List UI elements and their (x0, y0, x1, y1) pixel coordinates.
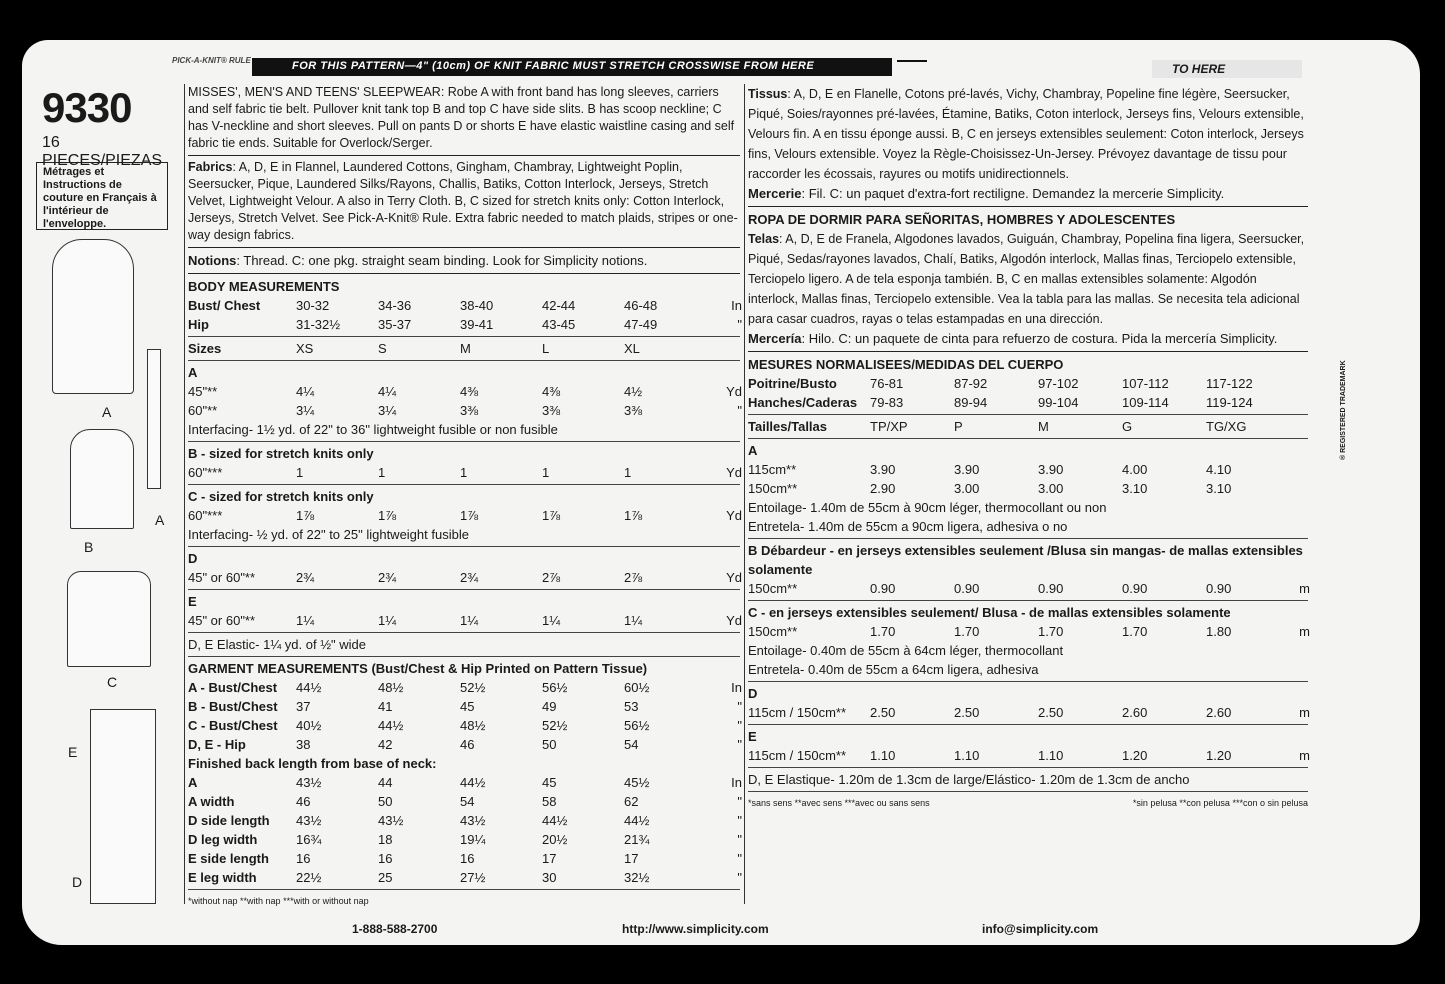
view-e-heading: E (188, 594, 197, 609)
contact-footer (192, 922, 1292, 940)
measurement-row: D leg width 16¾ 18 19¼ 20½ 21¾ " (188, 832, 742, 847)
poitrine-row: Poitrine/Busto 76-81 87-92 97-102 107-112 117-122 (748, 376, 1253, 391)
pieces-count: 16 PIECES/PIEZAS (42, 134, 163, 169)
yardage-row: 60"** 3¼ 3¼ 3⅜ 3⅜ 3⅜ " (188, 403, 742, 418)
merceria-label: Mercería (748, 331, 802, 346)
telas-label: Telas (748, 232, 780, 246)
tissus-text: : A, D, E en Flanelle, Cotons pré-lavés, Vichy, Chambray, Popeline fine légère, Seersucker, Piqué, Soies/rayonnes pré-lavées, Étamine, Batiks, Coton interlock, Jerseys fins, Velours extensible, Velours fin. A en tissu éponge aussi. B, C en jerseys extensibles seulement: Coton interlock, Jerseys fins, Velours extensible. Voyez la Règle-Choisissez-Un-Jersey. Prévoyez davantage de tissu pour raccorder les écossais, rayures ou motifs unidirectionnels. (748, 87, 1304, 181)
measurement-row: E leg width 22½ 25 27½ 30 32½ " (188, 870, 742, 885)
yardage-row: 45" or 60"** 1¼ 1¼ 1¼ 1¼ 1¼ Yd (188, 613, 742, 628)
notions-text: : Thread. C: one pkg. straight seam binding. Look for Simplicity notions. (236, 253, 648, 268)
french-instructions-box: Métrages et Instructions de couture en Français à l'intérieur de l'enveloppe. (36, 162, 168, 230)
hip-row: Hip 31-32½ 35-37 39-41 43-45 47-49 " (188, 317, 742, 332)
entoilage-a: Entoilage- 1.40m de 55cm à 90cm léger, thermocollant ou non (748, 500, 1107, 515)
elastic-requirement: D, E Elastic- 1¼ yd. of ½" wide (188, 637, 367, 652)
merceria-text: : Hilo. C: un paquete de cinta para refuerzo de costura. Pida la mercería Simplicity. (801, 331, 1278, 346)
view-d-heading: D (188, 551, 198, 566)
view-label-a: A (102, 404, 112, 420)
view-a-heading-fr: A (748, 443, 758, 458)
footnote-en: *without nap **with nap ***with or without nap (188, 896, 369, 906)
pattern-envelope (22, 40, 1420, 945)
mercerie-label: Mercerie (748, 186, 802, 201)
yardage-row: 60"*** 1⅞ 1⅞ 1⅞ 1⅞ 1⅞ Yd (188, 508, 742, 523)
notions-label: Notions (188, 253, 237, 268)
stretch-line-en: FOR THIS PATTERN—4" (10cm) OF KNIT FABRIC MUST STRETCH CROSSWISE FROM HERE (292, 60, 815, 72)
measurement-row: B - Bust/Chest 37 41 45 49 53 " (188, 699, 742, 714)
view-label-c: C (107, 674, 118, 690)
measurement-row: A - Bust/Chest 44½ 48½ 52½ 56½ 60½ In (188, 680, 742, 695)
tissus-label: Tissus (748, 87, 788, 101)
phone-number: 1-888-588-2700 (352, 922, 438, 936)
view-label-b: B (84, 539, 94, 555)
metrage-row: 115cm / 150cm** 2.50 2.50 2.50 2.60 2.60 m (748, 705, 1310, 720)
garment-measurements-title: GARMENT MEASUREMENTS (Bust/Chest & Hip Printed on Pattern Tissue) (188, 661, 648, 676)
metrage-row: 115cm / 150cm** 1.10 1.10 1.10 1.20 1.20 m (748, 748, 1310, 763)
mercerie-text: : Fil. C: un paquet d'extra-fort rectiligne. Demandez la mercerie Simplicity. (801, 186, 1225, 201)
measurement-row: A 43½ 44 44½ 45 45½ In (188, 775, 742, 790)
entretela-c: Entretela- 0.40m de 55cm a 64cm ligera, adhesiva (748, 662, 1039, 677)
email-link[interactable]: info@simplicity.com (982, 922, 1099, 936)
interfacing-c: Interfacing- ½ yd. of 22" to 25" lightweight fusible (188, 527, 469, 542)
pants-d-sketch (90, 709, 156, 904)
robe-a-sketch (52, 239, 134, 394)
metrage-row: 150cm** 2.90 3.00 3.00 3.10 3.10 (748, 481, 1232, 496)
view-d-heading-fr: D (748, 686, 758, 701)
knit-stretch-gauge (252, 58, 892, 76)
tank-top-b-sketch (70, 429, 134, 529)
english-column (188, 84, 740, 911)
view-label-e: E (68, 744, 78, 760)
pattern-description: MISSES', MEN'S AND TEENS' SLEEPWEAR: Robe A with front band has long sleeves, carriers and self fabric tie belt. Pullover knit tank top B and top C have side slits. B has scoop neckline; C has V-neckline and short sleeves. Pull on pants D or shorts E have elastic waistline casing and self fabric tie ends. Suitable for Overlock/Serger. (188, 85, 735, 150)
mesures-title: MESURES NORMALISEES/MEDIDAS DEL CUERPO (748, 357, 1064, 372)
entretela-a: Entretela- 1.40m de 55cm a 90cm ligera, adhesiva o no (748, 519, 1068, 534)
website-link[interactable]: http://www.simplicity.com (622, 922, 769, 936)
view-e-heading-fr: E (748, 729, 757, 744)
view-label-a-belt: A (155, 512, 165, 528)
view-b-heading: B - sized for stretch knits only (188, 446, 374, 461)
to-here-label: TO HERE (1152, 60, 1302, 78)
entoilage-c: Entoilage- 0.40m de 55cm à 64cm léger, thermocollant (748, 643, 1064, 658)
sizes-row: Sizes XS S M L XL (188, 341, 640, 356)
pick-a-knit-rule-label: PICK-A-KNIT® RULE (172, 56, 251, 65)
sidebar (22, 84, 182, 904)
measurement-row: C - Bust/Chest 40½ 44½ 48½ 52½ 56½ " (188, 718, 742, 733)
finished-length-title: Finished back length from base of neck: (188, 756, 437, 771)
ropa-title: ROPA DE DORMIR PARA SEÑORITAS, HOMBRES Y ADOLESCENTES (748, 212, 1176, 227)
fabrics-label: Fabrics (188, 160, 233, 174)
metrage-row: 115cm** 3.90 3.90 3.90 4.00 4.10 (748, 462, 1232, 477)
top-c-sketch (67, 571, 151, 667)
view-a-heading: A (188, 365, 198, 380)
french-spanish-column (748, 84, 1308, 813)
pattern-number: 9330 (42, 84, 132, 131)
footnote-fr: *sans sens **avec sens ***avec ou sans sens (748, 798, 930, 808)
metrage-row: 150cm** 1.70 1.70 1.70 1.70 1.80 m (748, 624, 1310, 639)
trademark-note: ® REGISTERED TRADEMARK (1340, 360, 1347, 460)
footnote-es: *sin pelusa **con pelusa ***con o sin pelusa (1132, 798, 1308, 808)
fabrics-text: : A, D, E in Flannel, Laundered Cottons, Gingham, Chambray, Lightweight Poplin, Seersucker, Pique, Laundered Silks/Rayons, Challis, Batiks, Cotton Interlock, Jerseys, Stretch Velvet, Lightweight Velour. A also in Terry Cloth. B, C sized for stretch knits only: Cotton Interlock, Jerseys, Stretch Velvet. See Pick-A-Knit® Rule. Extra fabric needed to match plaids, stripes or one-way design fabrics. (188, 160, 738, 242)
view-label-d: D (72, 874, 83, 890)
measurement-row: A width 46 50 54 58 62 " (188, 794, 742, 809)
tie-belt-sketch (147, 349, 161, 489)
interfacing-a: Interfacing- 1½ yd. of 22" to 36" lightweight fusible or non fusible (188, 422, 558, 437)
tailles-row: Tailles/Tallas TP/XP P M G TG/XG (748, 419, 1247, 434)
yardage-row: 45"** 4¼ 4¼ 4⅜ 4⅜ 4½ Yd (188, 384, 742, 399)
arrow-right-icon (897, 60, 927, 62)
view-c-heading-fr: C - en jerseys extensibles seulement/ Blusa - de mallas extensibles solamente (748, 605, 1231, 620)
hanches-row: Hanches/Caderas 79-83 89-94 99-104 109-114 119-124 (748, 395, 1253, 410)
yardage-row: 45" or 60"** 2¾ 2¾ 2¾ 2⅞ 2⅞ Yd (188, 570, 742, 585)
view-c-heading: C - sized for stretch knits only (188, 489, 374, 504)
yardage-row: 60"*** 1 1 1 1 1 Yd (188, 465, 742, 480)
bust-row: Bust/ Chest 30-32 34-36 38-40 42-44 46-48 In (188, 298, 742, 313)
body-measurements-title: BODY MEASUREMENTS (188, 279, 340, 294)
measurement-row: E side length 16 16 16 17 17 " (188, 851, 742, 866)
metrage-row: 150cm** 0.90 0.90 0.90 0.90 0.90 m (748, 581, 1310, 596)
elastique: D, E Elastique- 1.20m de 1.3cm de large/Elástico- 1.20m de 1.3cm de ancho (748, 772, 1190, 787)
measurement-row: D side length 43½ 43½ 43½ 44½ 44½ " (188, 813, 742, 828)
measurement-row: D, E - Hip 38 42 46 50 54 " (188, 737, 742, 752)
view-b-heading-fr: B Débardeur - en jerseys extensibles seulement /Blusa sin mangas- de mallas extensibles solamente (748, 543, 1303, 577)
telas-text: : A, D, E de Franela, Algodones lavados, Guiguán, Chambray, Popelina fina ligera, Seersucker, Piqué, Sedas/rayones lavados, Chalí, Batiks, Algodón interlock, Mallas finas, Terciopelo extensible, Terciopelo ligero. A de tela esponja también. B, C en mallas extensibles solamente: Algodón interlock, Mallas finas, Terciopelo extensible. Vea la tabla para las mallas. Se necesita tela adicional para casar cuadros, rayas o telas estampadas en una dirección. (748, 232, 1305, 326)
